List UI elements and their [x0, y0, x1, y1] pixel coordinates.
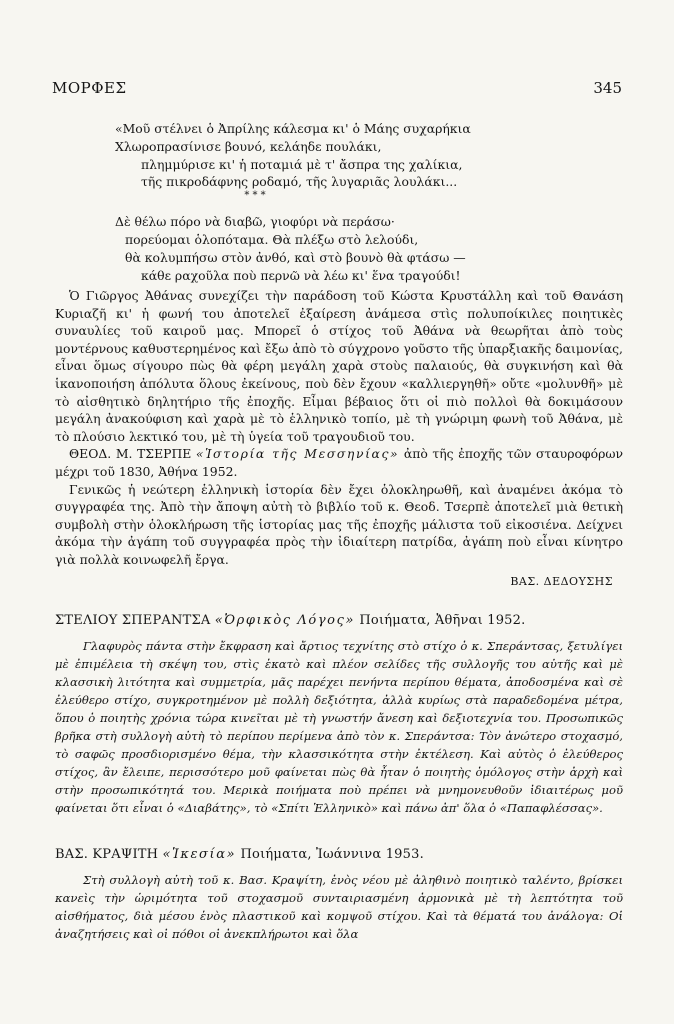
reviewer-signature: ΒΑΣ. ΔΕΔΟΥΣΗΣ — [510, 574, 613, 588]
book-heading-tserpe — [55, 445, 623, 480]
book-author: ΒΑΣ. ΚΡΑΨΙΤΗ — [55, 847, 159, 862]
book-title: «Ἱστορία τῆς Μεσσηνίας» — [195, 446, 400, 462]
poem-stanza-2 — [115, 213, 545, 284]
book-author: ΣΤΕΛΙΟΥ ΣΠΕΡΑΝΤΣΑ — [55, 613, 211, 628]
poem-line: «Μοῦ στέλνει ὁ Ἀπρίλης κάλεσμα κι' ὁ Μάης συχαρήκια — [115, 121, 471, 136]
poem-line: πορεύομαι ὁλοπόταμα. Θὰ πλέξω στὸ λελούδι, — [125, 231, 419, 247]
book-heading-sperantsas — [55, 613, 623, 628]
running-head: ΜΟΡΦΕΣ — [52, 79, 127, 97]
review-sperantsas — [55, 637, 623, 817]
review-paragraph: Στὴ συλλογὴ αὐτὴ τοῦ κ. Βασ. Κραψίτη, ἑνὸς νέου μὲ ἀληθινὸ ποιητικὸ ταλέντο, βρίσκει κανεὶς τὴν ὡριμότητα τοῦ στοχασμοῦ συνταιριασμένη ἁρμονικὰ μὲ τὴ λεπτότητα τοῦ αἰσθήματος, διὰ μέσου ἑνὸς πλαστικοῦ καὶ κομψοῦ στίχου. Καὶ τὰ θέματά του ἀνάλογα: Οἱ ἀναζητήσεις καὶ οἱ πόθοι οἱ ἀνεκπλήρωτοι καὶ ὅλα — [55, 873, 623, 941]
book-heading-krapsitis — [55, 847, 623, 862]
page-number: 345 — [593, 79, 622, 97]
poem-line: Χλωροπρασίνισε βουνό, κελάηδε πουλάκι, — [115, 138, 382, 154]
review-krapsitis — [55, 871, 623, 943]
book-details: Ποιήματα, Ἰωάννινα 1953. — [240, 847, 424, 862]
book-details: ἀπὸ τῆς ἐποχῆς τῶν σταυροφόρων μέχρι τοῦ 1830, Ἀθήνα 1952. — [55, 446, 623, 479]
poem-line: Δὲ θέλω πόρο νὰ διαβῶ, γιοφύρι νὰ περάσω· — [115, 214, 395, 230]
poem-line: κάθε ραχοῦλα ποὺ περνῶ νὰ λέω κι' ἕνα τραγούδι! — [141, 267, 461, 283]
poem-line: τῆς πικροδάφνης ροδαμό, τῆς λυγαριᾶς λουλάκι... — [141, 174, 458, 190]
book-title: «Ἱκεσία» — [162, 847, 237, 862]
review-paragraph: Γενικῶς ἡ νεώτερη ἑλληνικὴ ἱστορία δὲν ἔχει ὁλοκληρωθῆ, καὶ ἀναμένει ἀκόμα τὸ συγγραφέα της. Ἀπὸ τὴν ἄποψη αὐτὴ τὸ βιβλίο τοῦ κ. Θεοδ. Τσερπὲ ἀποτελεῖ μιὰ θετικὴ συμβολὴ στὴν ὁλοκλήρωση τῆς ἱστορίας μας τῆς ἐποχῆς μάλιστα τοῦ εἰκοσιένα. Δείχνει ἀκόμα τὴν ἀγάπη τοῦ συγγραφέα πρὸς τὴν ἰδιαίτερη πατρίδα, ἀγάπη ποὺ εἶναι κίνητρο γιὰ πολλὰ κοινωφελῆ ἔργα. — [55, 481, 623, 567]
book-details: Ποιήματα, Ἀθῆναι 1952. — [359, 613, 526, 628]
book-author: ΘΕΟΔ. Μ. ΤΣΕΡΠΕ — [69, 446, 192, 462]
poem-stanza-1 — [115, 120, 545, 191]
poem-quote — [115, 120, 545, 284]
stanza-separator: * * * — [244, 190, 266, 202]
poem-line: πλημμύρισε κι' ἡ ποταμιά μὲ τ' ἄσπρα της χαλίκια, — [141, 156, 463, 172]
review-paragraph: Ὁ Γιῶργος Ἀθάνας συνεχίζει τὴν παράδοση τοῦ Κώστα Κρυστάλλη καὶ τοῦ Θανάση Κυριαζῆ κι' ἡ φωνή του ἀποτελεῖ ἐξαίρεση ἀνάμεσα στὶς πολυποίκιλες ποιητικὲς συναυλίες τοῦ καιροῦ μας. Μπορεῖ ὁ στίχος τοῦ Ἀθάνα νὰ θεωρῆται ἀπὸ τοὺς μοντέρνους καθυστερημένος καὶ ἔξω ἀπὸ τὸ σύγχρονο γοῦστο τῆς ὑπαρξιακῆς δαιμονίας, εἶναι ὅμως σίγουρο πὼς θὰ φέρη μεγάλη χαρὰ στοὺς παλαιούς, θὰ συγκινήση καὶ θὰ ἱκανοποιήση ἀπόλυτα ὅλους ἐκείνους, ποὺ δὲν ἔχουν «καλλιεργηθῆ» οὔτε «μολυνθῆ» μὲ τὸ αἰσθητικὸ δηλητήριο τῆς ἐποχῆς. Εἶμαι βέβαιος ὅτι οἱ πιὸ πολλοὶ θὰ δοκιμάσουν μεγάλη ἀνακούφιση καὶ χαρὰ μὲ τὸ ἑλληνικὸ τοπίο, μὲ τὴ γνώριμη φωνὴ τοῦ Ἀθάνα, μὲ τὸ πλούσιο λεκτικό του, μὲ τὴ ὑγεία τοῦ τραγουδιοῦ του. — [55, 288, 623, 444]
review-paragraph: Γλαφυρὸς πάντα στὴν ἔκφραση καὶ ἄρτιος τεχνίτης στὸ στίχο ὁ κ. Σπεράντσας, ξετυλίγει μὲ ἐπιμέλεια τὴ σκέψη του, στὶς ἑκατὸ καὶ πλέον σελίδες τῆς συλλογῆς του αὐτῆς καὶ μὲ κλασσικὴ λιτότητα καὶ συμμετρία, μᾶς παρέχει πενήντα περίπου θέματα, ἀποδοσμένα καὶ σὲ ἐλεύθερο στίχο, συγκροτημένον μὲ πολλὴ δεξιότητα, ἀλλὰ κυρίως στὰ παραδεδομένα μέτρα, ὅπου ὁ ποιητὴς χρόνια τώρα κινεῖται μὲ τὴ γνωστήν ἄνεση καὶ δεξιοτεχνία του. Προσωπικῶς βρῆκα στὴ συλλογὴ αὐτὴ τὸ περίπου περίμενα ἀπὸ τὸν κ. Σπεράντσα: Τὸν ἀνώτερο στοχασμό, τὸ σαφῶς προσδιορισμένο θέμα, τὴν κλασσικότητα στὴν ἐκτέλεση. Καὶ αὐτὸς ὁ ἐλεύθερος στίχος, ἂν ἔλειπε, περισσότερο μοῦ φαίνεται πὼς θὰ ἦταν ὁ ποιητὴς ὁμόλογος στὴν ἀρχὴ καὶ στὴν προσωπικότητά του. Μερικὰ ποιήματα ποὺ πρέπει νὰ μνημονευθοῦν ἰδιαιτέρως μοῦ φαίνεται ὅτι εἶναι ὁ «Διαβάτης», τὸ «Σπίτι Ἑλληνικὸ» καὶ πάνω ἀπ' ὅλα ὁ «Παπαφλέσσας». — [55, 639, 623, 815]
book-title: «Ὀρφικὸς Λόγος» — [214, 613, 356, 628]
review-athanas-and-tserpe — [55, 287, 623, 590]
poem-line: θὰ κολυμπήσω στὸν ἀνθό, καὶ στὸ βουνὸ θὰ φτάσω — — [125, 249, 466, 265]
page-header — [52, 79, 622, 99]
